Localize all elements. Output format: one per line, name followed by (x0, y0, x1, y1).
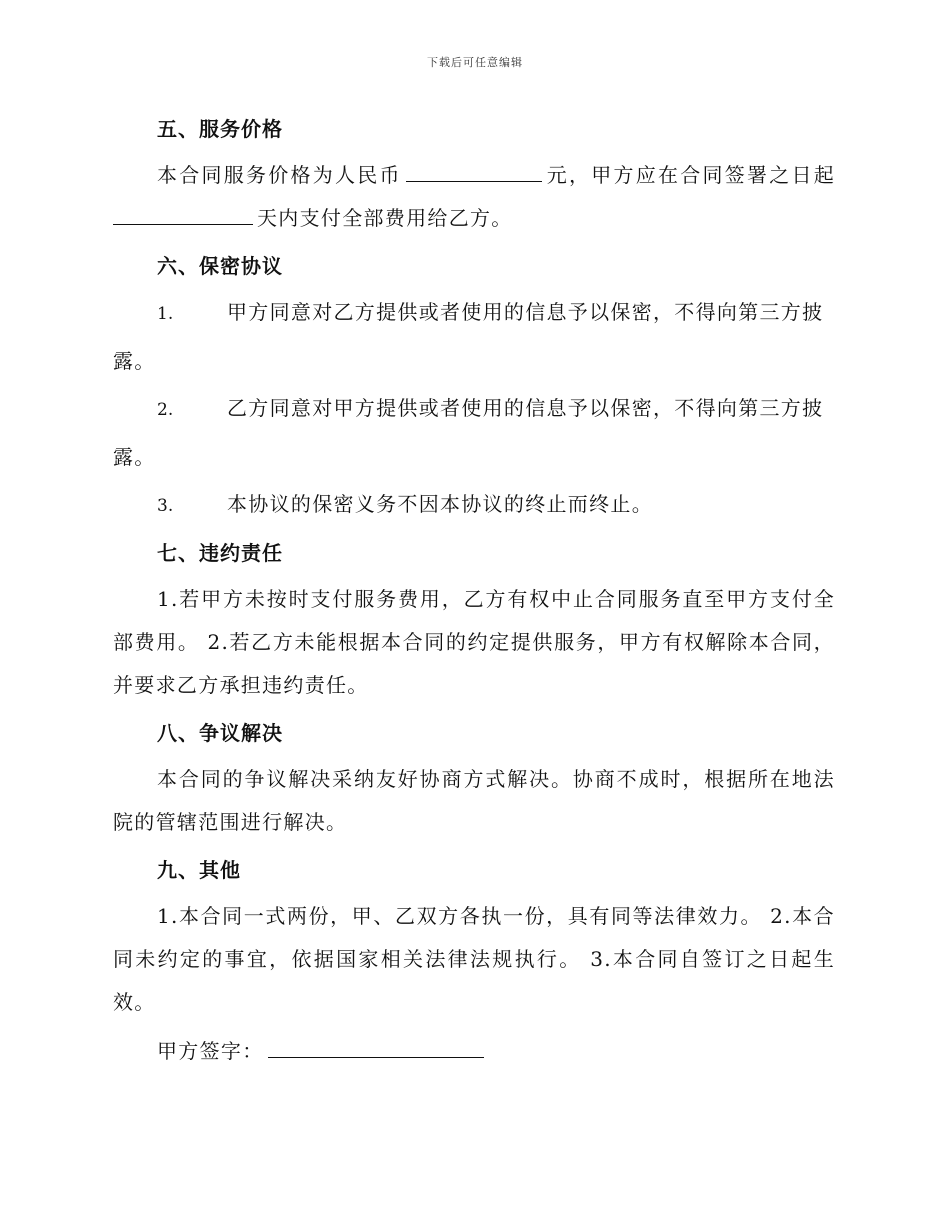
price-days-text: 天内支付全部费用给乙方。 (257, 206, 513, 230)
price-paragraph (113, 154, 835, 240)
document-body (113, 106, 835, 1073)
price-text-before: 本合同服务价格为人民币 (157, 163, 402, 187)
other-paragraph: 1.本合同一式两份，甲、乙双方各执一份，具有同等法律效力。 2.本合同未约定的事宜，依据国家相关法律法规执行。 3.本合同自签订之日起生效。 (113, 904, 835, 1014)
section-title-dispute: 八、争议解决 (157, 721, 283, 745)
confidentiality-item (113, 289, 835, 385)
section-title-confidentiality: 六、保密协议 (157, 254, 283, 278)
price-amount-blank[interactable] (406, 161, 542, 182)
item-text: 甲方同意对乙方提供或者使用的信息予以保密，不得向第三方披 (227, 300, 824, 324)
section-title-liability: 七、违约责任 (157, 541, 283, 565)
item-number: 3. (157, 496, 174, 516)
price-text-after: 元，甲方应在合同签署之日起 (545, 163, 835, 187)
signature-label: 甲方签字： (157, 1039, 264, 1063)
confidentiality-item (113, 481, 835, 530)
liability-paragraph: 1.若甲方未按时支付服务费用，乙方有权中止合同服务直至甲方支付全部费用。 2.若乙方未能根据本合同的约定提供服务，甲方有权解除本合同，并要求乙方承担违约责任。 (113, 587, 835, 697)
confidentiality-item (113, 385, 835, 481)
section-title-price: 五、服务价格 (157, 117, 283, 141)
item-number: 2. (157, 400, 174, 420)
item-number: 1. (157, 304, 174, 324)
item-continuation: 露。 (113, 445, 156, 469)
item-continuation: 露。 (113, 349, 156, 373)
page-header: 下载后可任意编辑 (427, 56, 523, 69)
signature-line (113, 1030, 835, 1073)
signature-blank[interactable] (268, 1037, 484, 1058)
dispute-paragraph: 本合同的争议解决采纳友好协商方式解决。协商不成时，根据所在地法院的管辖范围进行解决。 (113, 767, 835, 834)
section-title-other: 九、其他 (157, 858, 241, 882)
item-text: 本协议的保密义务不因本协议的终止而终止。 (227, 492, 653, 516)
item-text: 乙方同意对甲方提供或者使用的信息予以保密，不得向第三方披 (227, 396, 824, 420)
payment-days-blank[interactable] (113, 204, 253, 225)
